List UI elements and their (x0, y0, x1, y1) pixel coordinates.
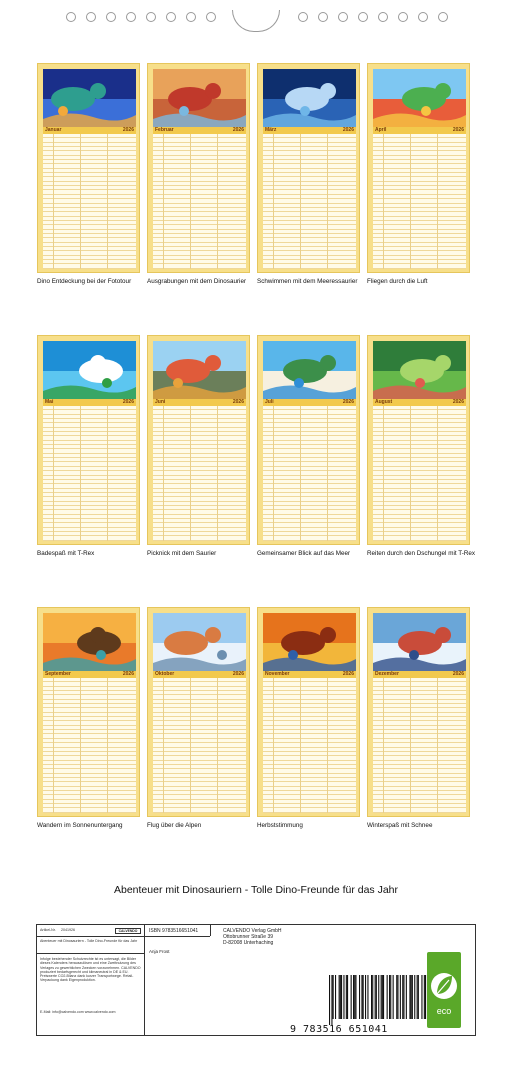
day-rows (373, 678, 466, 813)
day-rows (43, 134, 136, 269)
binding-hole (398, 12, 408, 22)
barcode-bar (372, 975, 373, 1019)
article-number: 2041926 (61, 928, 75, 932)
binding-hole (378, 12, 388, 22)
barcode-bar (329, 975, 330, 1025)
month-illustration (373, 613, 466, 671)
eco-label: eco (436, 1006, 452, 1016)
calendar-title: Abenteuer mit Dinosauriern - Tolle Dino-Freunde für das Jahr (113, 884, 399, 896)
month-illustration (153, 69, 246, 127)
month-frame (367, 607, 470, 817)
month-name: Dezember (375, 671, 399, 677)
barcode-bar (351, 975, 352, 1019)
month-name: April (375, 127, 387, 133)
month-year: 2026 (452, 127, 464, 133)
month-name: Februar (155, 127, 174, 133)
month-header (373, 671, 466, 678)
month-year: 2026 (122, 671, 134, 677)
month-illustration (263, 341, 356, 399)
day-row (373, 265, 466, 269)
month-caption: Schwimmen mit dem Meeressaurier (257, 278, 358, 285)
day-rows (43, 678, 136, 813)
month-name: November (265, 671, 290, 677)
month-illustration (43, 69, 136, 127)
day-rows (153, 678, 246, 813)
month-frame (367, 63, 470, 273)
month-header (373, 399, 466, 406)
article-label: Artikel-Nr. (40, 928, 56, 932)
month-name: September (45, 671, 71, 677)
barcode-bar (367, 975, 368, 1019)
month-year: 2026 (342, 671, 354, 677)
leaf-icon (427, 952, 461, 1028)
month-frame (147, 607, 250, 817)
barcode-bar (411, 975, 412, 1019)
barcode-bar (347, 975, 348, 1019)
month-name: März (265, 127, 277, 133)
month-caption: Badespaß mit T-Rex (37, 550, 95, 557)
product-title: Abenteuer mit Dinosauriern - Tolle Dino-Freunde für das Jahr (40, 939, 138, 943)
barcode-bar (414, 975, 415, 1019)
barcode (321, 975, 441, 1029)
barcode-bar (340, 975, 341, 1019)
barcode-bar (393, 975, 394, 1019)
barcode-bar (424, 975, 425, 1019)
day-rows (153, 134, 246, 269)
month-header (153, 399, 246, 406)
binding-hole (338, 12, 348, 22)
barcode-bar (363, 975, 364, 1019)
day-row (153, 809, 246, 813)
day-row (263, 537, 356, 541)
barcode-bar (335, 975, 336, 1019)
month-year: 2026 (452, 671, 464, 677)
binding-hole (438, 12, 448, 22)
day-row (263, 809, 356, 813)
month-frame (257, 63, 360, 273)
month-illustration (43, 341, 136, 399)
author: Anja Frost (149, 949, 170, 954)
binding-hole (298, 12, 308, 22)
contact-line: E-Mail: info@calvendo.com www.calvendo.com (40, 1010, 116, 1014)
day-rows (373, 134, 466, 269)
day-rows (153, 406, 246, 541)
month-year: 2026 (232, 127, 244, 133)
month-illustration (43, 613, 136, 671)
barcode-bar (406, 975, 407, 1019)
month-name: Januar (45, 127, 62, 133)
month-caption: Fliegen durch die Luft (367, 278, 428, 285)
barcode-bar (383, 975, 384, 1019)
barcode-bar (381, 975, 382, 1019)
barcode-bar (389, 975, 390, 1019)
month-frame (257, 335, 360, 545)
month-caption: Dino Entdeckung bei der Fototour (37, 278, 132, 285)
day-row (373, 809, 466, 813)
month-caption: Flug über die Alpen (147, 822, 202, 829)
month-caption: Wandern im Sonnenuntergang (37, 822, 123, 829)
binding-hole (146, 12, 156, 22)
month-illustration (263, 613, 356, 671)
month-header (153, 127, 246, 134)
month-header (43, 127, 136, 134)
month-frame (147, 335, 250, 545)
eco-badge (427, 952, 461, 1028)
barcode-bar (418, 975, 419, 1019)
binding-hole (86, 12, 96, 22)
month-header (43, 399, 136, 406)
month-name: Mai (45, 399, 54, 405)
binding-hole (166, 12, 176, 22)
barcode-bar (403, 975, 404, 1019)
binding-hole (318, 12, 328, 22)
day-rows (43, 406, 136, 541)
day-row (263, 265, 356, 269)
calvendo-logo: CALVENDO (115, 928, 141, 934)
binding-hole (186, 12, 196, 22)
publisher-city: D-82008 Unterhaching (223, 940, 274, 946)
month-year: 2026 (232, 671, 244, 677)
barcode-bar (331, 975, 332, 1025)
month-frame (37, 63, 140, 273)
barcode-bar (346, 975, 347, 1019)
barcode-bar (421, 975, 422, 1019)
binding-hole (206, 12, 216, 22)
imprint-box (36, 924, 476, 1036)
month-frame (37, 335, 140, 545)
binding-hole (66, 12, 76, 22)
month-header (263, 127, 356, 134)
month-caption: Reiten durch den Dschungel mit T-Rex (367, 550, 476, 557)
binding-hole (418, 12, 428, 22)
barcode-bar (375, 975, 376, 1019)
barcode-bar (354, 975, 355, 1019)
month-header (263, 671, 356, 678)
month-year: 2026 (122, 127, 134, 133)
month-frame (37, 607, 140, 817)
month-name: Juli (265, 399, 274, 405)
month-illustration (153, 613, 246, 671)
barcode-bar (402, 975, 403, 1019)
month-caption: Gemeinsamer Blick auf das Meer (257, 550, 351, 557)
day-row (153, 537, 246, 541)
month-frame (367, 335, 470, 545)
month-frame (257, 607, 360, 817)
barcode-bar (396, 975, 397, 1019)
barcode-bar (355, 975, 356, 1019)
month-header (373, 127, 466, 134)
month-year: 2026 (342, 127, 354, 133)
month-illustration (263, 69, 356, 127)
month-caption: Ausgrabungen mit dem Dinosaurier (147, 278, 247, 285)
day-rows (263, 406, 356, 541)
legal-text: Infolge bestehender Schutzrechte ist es untersagt, die Bilder dieses Kalenders herauszulösen und eine Zweitnutzung des Verlages zu gewerblichen Zwecken vorzunehmen. CALVENDO produziert bedarfsgerecht und klimaneutral in DE & EU. Preiswerte CO2-Bilanz dank kurzer Transportwege. Retail-Verpackung dank Eigenproduktion. (40, 957, 141, 983)
barcode-bar (409, 975, 410, 1019)
month-name: August (375, 399, 393, 405)
barcode-bar (376, 975, 377, 1019)
barcode-bar (339, 975, 340, 1019)
publisher-street: Ottobrunner Straße 39 (223, 934, 274, 940)
barcode-bar (359, 975, 360, 1019)
barcode-bar (378, 975, 379, 1019)
barcode-bar (382, 975, 383, 1019)
isbn-label: ISBN 9783516651041 (149, 928, 199, 934)
month-name: Juni (155, 399, 166, 405)
month-year: 2026 (122, 399, 134, 405)
day-row (153, 265, 246, 269)
barcode-bar (425, 975, 426, 1019)
month-illustration (373, 69, 466, 127)
day-row (43, 265, 136, 269)
publisher-name: CALVENDO Verlag GmbH (223, 928, 282, 934)
month-caption: Picknick mit dem Saurier (147, 550, 217, 557)
barcode-bar (343, 975, 344, 1019)
month-year: 2026 (342, 399, 354, 405)
barcode-bar (417, 975, 418, 1019)
binding-hole (106, 12, 116, 22)
barcode-bar (361, 975, 362, 1019)
barcode-bar (341, 975, 342, 1019)
binding-hole (126, 12, 136, 22)
binding-holes (0, 12, 512, 36)
day-row (43, 809, 136, 813)
month-year: 2026 (232, 399, 244, 405)
barcode-bar (371, 975, 372, 1019)
day-row (373, 537, 466, 541)
day-rows (263, 134, 356, 269)
barcode-bar (353, 975, 354, 1019)
barcode-bar (365, 975, 366, 1019)
month-frame (147, 63, 250, 273)
month-name: Oktober (155, 671, 175, 677)
month-caption: Herbststimmung (257, 822, 303, 829)
month-caption: Winterspaß mit Schnee (367, 822, 433, 829)
barcode-bar (333, 975, 334, 1019)
day-rows (263, 678, 356, 813)
barcode-bar (400, 975, 401, 1019)
barcode-bar (412, 975, 413, 1019)
barcode-bar (387, 975, 388, 1019)
month-header (43, 671, 136, 678)
binding-hole (358, 12, 368, 22)
day-rows (373, 406, 466, 541)
day-row (43, 537, 136, 541)
imprint-left-column (37, 925, 145, 1035)
month-illustration (153, 341, 246, 399)
month-header (153, 671, 246, 678)
barcode-bar (390, 975, 391, 1019)
month-illustration (373, 341, 466, 399)
month-header (263, 399, 356, 406)
hanger-cutout (232, 10, 280, 32)
barcode-bar (397, 975, 398, 1019)
barcode-number: 9 783516 651041 (290, 1024, 388, 1035)
month-year: 2026 (452, 399, 464, 405)
